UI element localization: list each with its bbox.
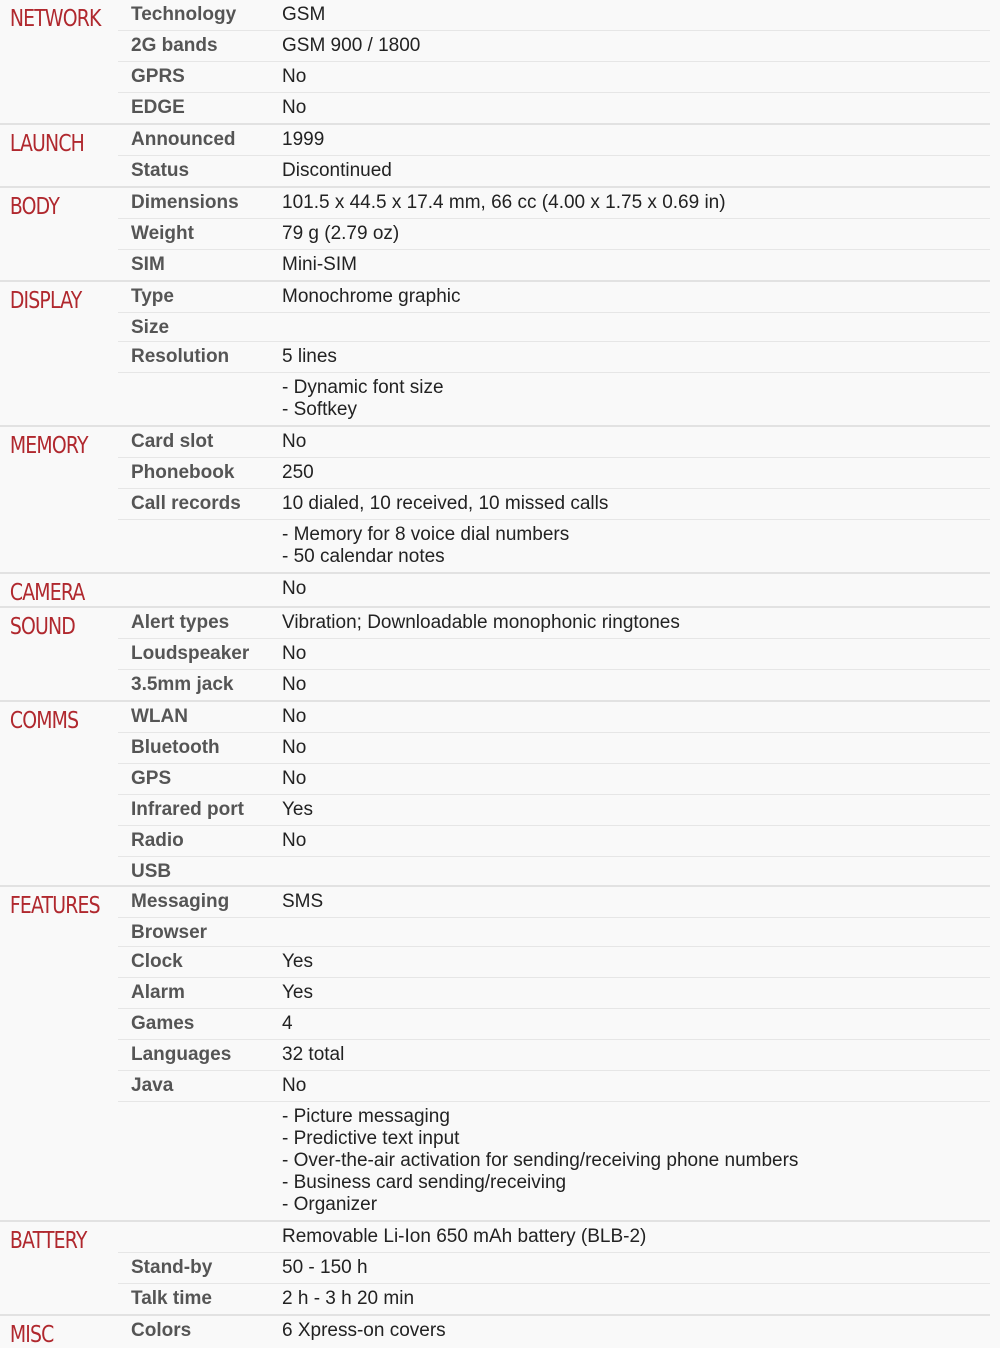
spec-key[interactable]: Colors xyxy=(131,1320,192,1341)
spec-value xyxy=(270,978,990,1008)
spec-row xyxy=(118,1316,990,1346)
spec-value-line: 10 dialed, 10 received, 10 missed calls xyxy=(282,493,609,514)
spec-section-battery xyxy=(0,1220,990,1314)
spec-value xyxy=(270,670,990,700)
spec-row xyxy=(118,794,990,825)
spec-row xyxy=(118,249,990,280)
spec-key[interactable]: Languages xyxy=(131,1044,232,1065)
spec-row xyxy=(118,638,990,669)
spec-value-line: 6 Xpress-on covers xyxy=(282,1320,446,1341)
spec-value-line: 5 lines xyxy=(282,346,337,367)
spec-rows xyxy=(118,427,990,572)
spec-value xyxy=(270,156,990,186)
spec-value-line: - Picture messaging xyxy=(282,1106,450,1127)
section-title[interactable]: BATTERY xyxy=(9,1228,87,1254)
spec-key[interactable]: Status xyxy=(131,160,190,181)
section-title[interactable]: COMMS xyxy=(9,708,79,734)
spec-row xyxy=(118,608,990,638)
spec-section-sound xyxy=(0,606,990,700)
section-title[interactable]: MEMORY xyxy=(9,433,88,459)
spec-row xyxy=(118,155,990,186)
spec-rows xyxy=(118,702,990,885)
spec-row xyxy=(118,856,990,885)
spec-value xyxy=(270,250,990,280)
spec-value-line: No xyxy=(282,706,307,727)
spec-key[interactable] xyxy=(118,1102,270,1106)
spec-rows xyxy=(118,574,990,606)
spec-key[interactable] xyxy=(118,373,270,377)
spec-value-line: No xyxy=(282,643,307,664)
spec-value-line: - Dynamic font size xyxy=(282,377,444,398)
spec-value xyxy=(270,1316,990,1346)
spec-value xyxy=(270,62,990,92)
spec-value xyxy=(270,282,990,312)
spec-key[interactable]: Stand-by xyxy=(131,1257,213,1278)
spec-value-line: No xyxy=(282,66,307,87)
spec-value-line: GSM xyxy=(282,4,326,25)
spec-value xyxy=(270,764,990,794)
spec-value-line: SMS xyxy=(282,891,324,912)
spec-row xyxy=(118,977,990,1008)
spec-value-line: 250 xyxy=(282,462,314,483)
spec-row xyxy=(118,92,990,123)
spec-value-line: Monochrome graphic xyxy=(282,286,461,307)
spec-key[interactable]: Alert types xyxy=(131,612,230,633)
spec-value xyxy=(270,857,990,865)
spec-value xyxy=(270,520,990,572)
spec-row xyxy=(118,218,990,249)
spec-key[interactable]: Type xyxy=(131,286,174,307)
spec-key[interactable]: Browser xyxy=(131,922,208,943)
spec-value-line: Removable Li-Ion 650 mAh battery (BLB-2) xyxy=(282,1226,647,1247)
section-title[interactable]: BODY xyxy=(9,194,60,220)
spec-value-line: GSM 900 / 1800 xyxy=(282,35,421,56)
spec-section-network xyxy=(0,0,990,123)
spec-key[interactable]: Dimensions xyxy=(131,192,239,213)
section-title[interactable]: FEATURES xyxy=(9,893,100,919)
spec-key[interactable]: Card slot xyxy=(131,431,214,452)
spec-value-line: - Softkey xyxy=(282,399,357,420)
spec-value-line: Yes xyxy=(282,799,313,820)
spec-key[interactable]: Loudspeaker xyxy=(131,643,250,664)
spec-rows xyxy=(118,608,990,700)
spec-value xyxy=(270,826,990,856)
spec-value xyxy=(270,1102,990,1220)
spec-key[interactable]: Bluetooth xyxy=(131,737,220,758)
spec-row xyxy=(118,61,990,92)
spec-value xyxy=(270,639,990,669)
spec-value xyxy=(270,188,990,218)
spec-row xyxy=(118,427,990,457)
spec-value xyxy=(270,608,990,638)
spec-value-line: - Organizer xyxy=(282,1194,378,1215)
spec-row xyxy=(118,732,990,763)
spec-key[interactable]: Messaging xyxy=(131,891,230,912)
spec-value-line: Yes xyxy=(282,951,313,972)
spec-value xyxy=(270,1222,990,1252)
spec-value xyxy=(270,0,990,30)
spec-value xyxy=(270,31,990,61)
spec-key[interactable]: WLAN xyxy=(131,706,188,727)
spec-rows xyxy=(118,282,990,425)
spec-key[interactable]: EDGE xyxy=(131,97,185,118)
spec-key[interactable] xyxy=(118,1222,270,1226)
spec-rows xyxy=(118,0,990,123)
spec-value xyxy=(270,795,990,825)
spec-rows xyxy=(118,887,990,1220)
spec-value-line: - Business card sending/receiving xyxy=(282,1172,567,1193)
spec-row xyxy=(118,1070,990,1101)
spec-row xyxy=(118,488,990,519)
spec-value-line: 4 xyxy=(282,1013,293,1034)
spec-value xyxy=(270,313,990,321)
spec-value xyxy=(270,1040,990,1070)
spec-key[interactable]: SIM xyxy=(131,254,165,275)
spec-value-line: No xyxy=(282,737,307,758)
spec-value-line: 2 h - 3 h 20 min xyxy=(282,1288,415,1309)
spec-value-line: No xyxy=(282,97,307,118)
spec-key[interactable]: Size xyxy=(131,317,170,338)
spec-value-line: No xyxy=(282,431,307,452)
section-title[interactable]: SOUND xyxy=(9,614,75,640)
spec-row xyxy=(118,1008,990,1039)
section-title[interactable]: NETWORK xyxy=(9,6,101,32)
spec-value-line: Mini-SIM xyxy=(282,254,357,275)
spec-row xyxy=(118,1283,990,1314)
spec-value-line: Yes xyxy=(282,982,313,1003)
spec-value-line: Vibration; Downloadable monophonic ringtones xyxy=(282,612,680,633)
spec-value-line: No xyxy=(282,674,307,695)
spec-row xyxy=(118,946,990,977)
spec-key[interactable]: Radio xyxy=(131,830,184,851)
spec-key[interactable]: Weight xyxy=(131,223,194,244)
spec-rows xyxy=(118,188,990,280)
spec-key[interactable]: Clock xyxy=(131,951,183,972)
spec-value-line: 32 total xyxy=(282,1044,345,1065)
spec-value xyxy=(270,733,990,763)
spec-value xyxy=(270,93,990,123)
spec-rows xyxy=(118,1316,990,1348)
spec-value xyxy=(270,489,990,519)
spec-value xyxy=(270,1284,990,1314)
spec-key[interactable]: Announced xyxy=(131,129,236,150)
spec-key[interactable]: GPS xyxy=(131,768,172,789)
spec-key[interactable]: Infrared port xyxy=(131,799,244,820)
spec-row xyxy=(118,1039,990,1070)
spec-row xyxy=(118,1101,990,1220)
spec-section-body xyxy=(0,186,990,280)
spec-value-line: - Predictive text input xyxy=(282,1128,460,1149)
spec-value-line: 79 g (2.79 oz) xyxy=(282,223,400,244)
spec-value-line: 50 - 150 h xyxy=(282,1257,368,1278)
spec-key[interactable]: Java xyxy=(131,1075,174,1096)
spec-key[interactable]: Games xyxy=(131,1013,195,1034)
spec-row xyxy=(118,30,990,61)
spec-section-launch xyxy=(0,123,990,186)
spec-value xyxy=(270,1009,990,1039)
spec-key[interactable]: GPRS xyxy=(131,66,185,87)
spec-row xyxy=(118,702,990,732)
spec-key[interactable]: Phonebook xyxy=(131,462,235,483)
spec-value xyxy=(270,918,990,926)
spec-row xyxy=(118,669,990,700)
spec-key[interactable]: USB xyxy=(131,861,172,882)
spec-section-camera xyxy=(0,572,990,606)
spec-row xyxy=(118,763,990,794)
spec-value xyxy=(270,373,990,425)
spec-row xyxy=(118,125,990,155)
spec-row xyxy=(118,519,990,572)
spec-key[interactable]: Talk time xyxy=(131,1288,212,1309)
spec-value xyxy=(270,574,990,604)
spec-row xyxy=(118,1252,990,1283)
spec-section-display xyxy=(0,280,990,425)
section-title[interactable]: MISC xyxy=(9,1322,54,1348)
spec-row xyxy=(118,825,990,856)
spec-key[interactable]: 3.5mm jack xyxy=(131,674,234,695)
spec-key[interactable]: 2G bands xyxy=(131,35,218,56)
spec-row xyxy=(118,887,990,917)
section-title[interactable]: LAUNCH xyxy=(9,131,85,157)
spec-section-features xyxy=(0,885,990,1220)
spec-section-comms xyxy=(0,700,990,885)
spec-row xyxy=(118,0,990,30)
spec-value xyxy=(270,219,990,249)
spec-row xyxy=(118,188,990,218)
spec-row xyxy=(118,341,990,372)
spec-value xyxy=(270,947,990,977)
spec-key[interactable]: Alarm xyxy=(131,982,185,1003)
spec-row xyxy=(118,312,990,341)
spec-row xyxy=(118,1222,990,1252)
spec-row xyxy=(118,917,990,946)
spec-value xyxy=(270,427,990,457)
spec-section-memory xyxy=(0,425,990,572)
spec-row xyxy=(118,457,990,488)
spec-value-line: No xyxy=(282,768,307,789)
spec-value xyxy=(270,342,990,372)
spec-value-line: 1999 xyxy=(282,129,325,150)
spec-key[interactable] xyxy=(118,520,270,524)
spec-key[interactable]: Call records xyxy=(131,493,241,514)
spec-value xyxy=(270,1253,990,1283)
spec-value-line: No xyxy=(282,1075,307,1096)
section-title[interactable]: DISPLAY xyxy=(9,288,82,314)
spec-key[interactable] xyxy=(118,574,270,578)
spec-rows xyxy=(118,125,990,186)
spec-section-misc xyxy=(0,1314,990,1348)
spec-value-line: No xyxy=(282,578,307,599)
spec-row xyxy=(118,372,990,425)
spec-value-line: Discontinued xyxy=(282,160,392,181)
spec-value xyxy=(270,125,990,155)
spec-key[interactable]: Technology xyxy=(131,4,237,25)
spec-key[interactable]: Resolution xyxy=(131,346,230,367)
spec-value-line: 101.5 x 44.5 x 17.4 mm, 66 cc (4.00 x 1.75 x 0.69 in) xyxy=(282,192,726,213)
spec-value xyxy=(270,1071,990,1101)
spec-value-line: - Memory for 8 voice dial numbers xyxy=(282,524,570,545)
spec-value xyxy=(270,702,990,732)
spec-value xyxy=(270,458,990,488)
spec-value-line: - 50 calendar notes xyxy=(282,546,445,567)
spec-value-line: - Over-the-air activation for sending/receiving phone numbers xyxy=(282,1150,799,1171)
spec-rows xyxy=(118,1222,990,1314)
spec-value xyxy=(270,887,990,917)
section-title[interactable]: CAMERA xyxy=(9,580,85,606)
spec-value-line: No xyxy=(282,830,307,851)
spec-row xyxy=(118,574,990,604)
spec-row xyxy=(118,282,990,312)
